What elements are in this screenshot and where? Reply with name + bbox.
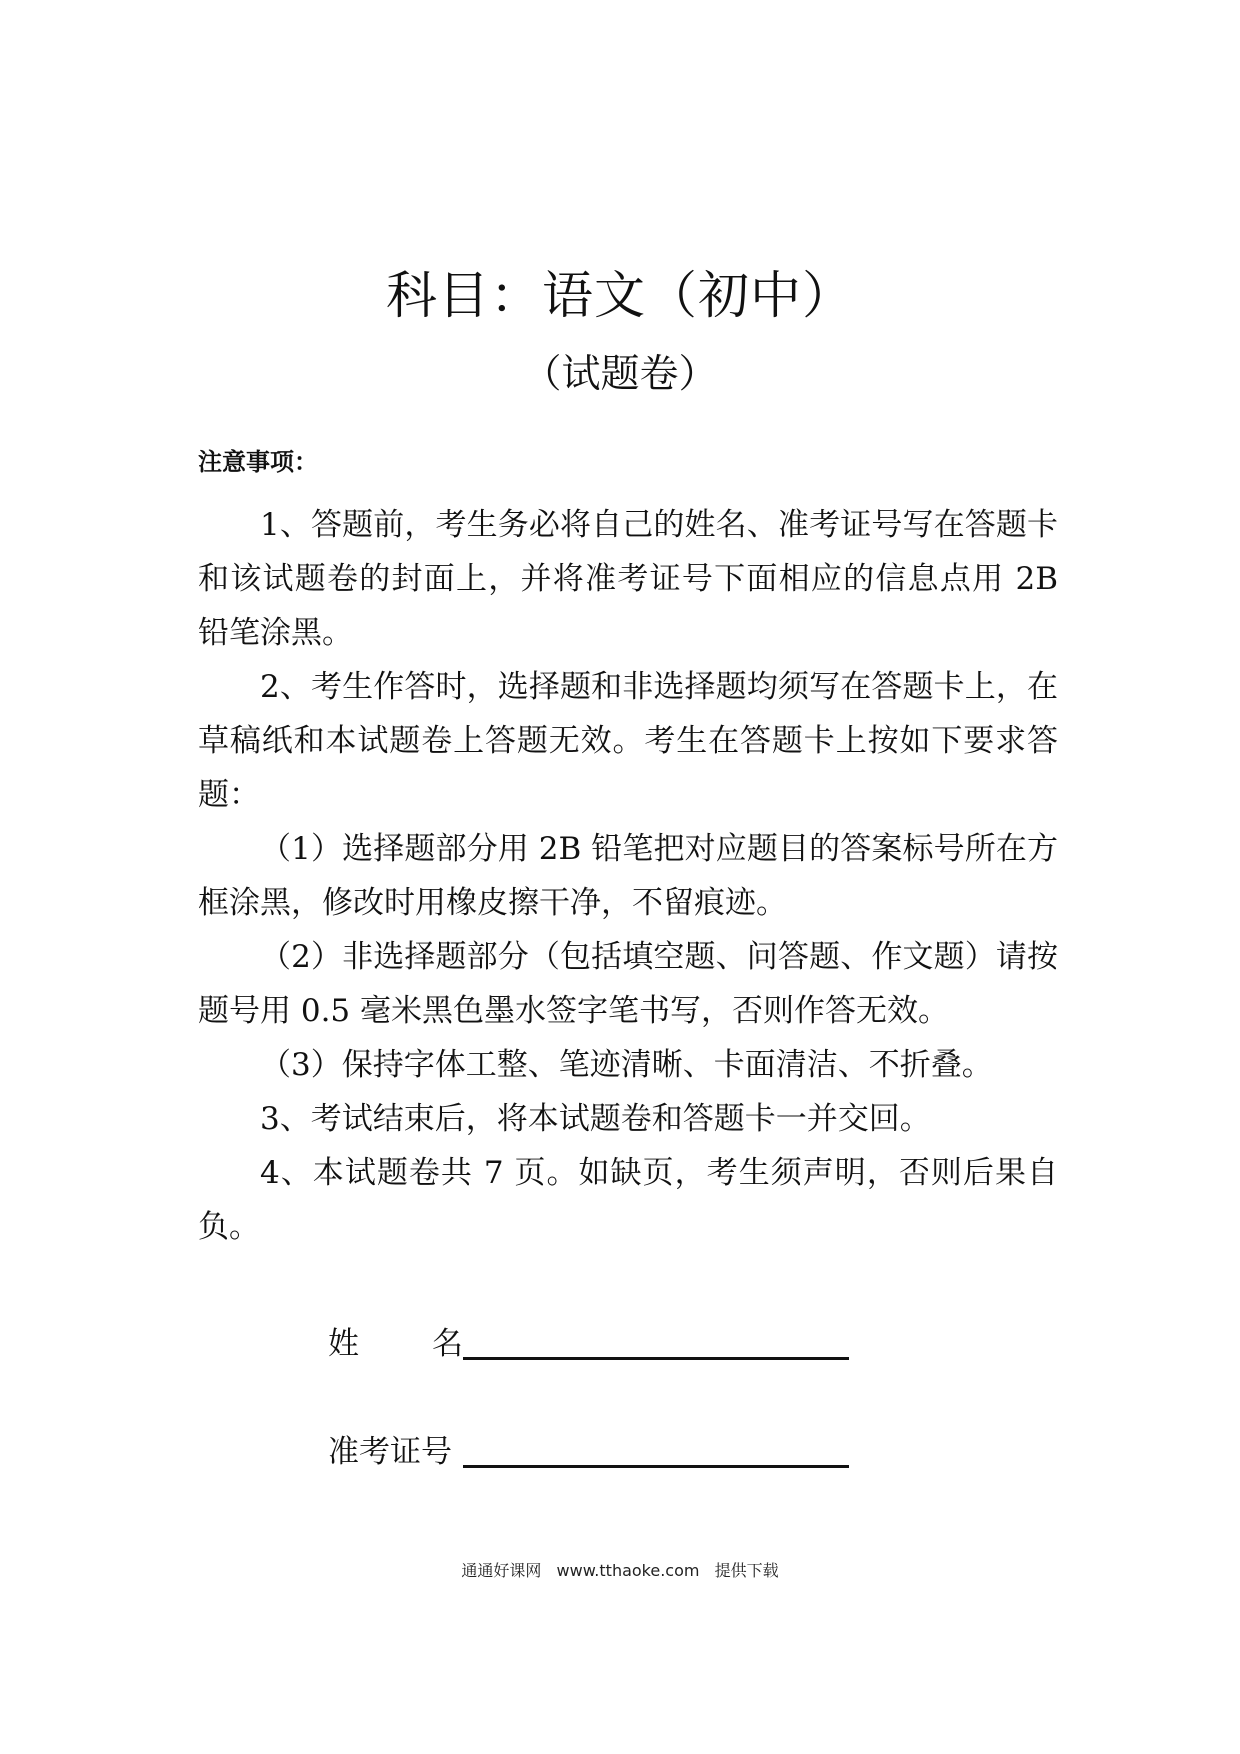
name-field-line[interactable]: [463, 1357, 849, 1360]
notice-item-4: 4、本试题卷共 7 页。如缺页，考生须声明，否则后果自负。: [198, 1155, 1058, 1245]
footer: [0, 1559, 1240, 1583]
page-subtitle: （试题卷）: [522, 352, 718, 397]
name-row: [328, 1310, 888, 1364]
footer-site-name: 通通好课网: [461, 1561, 542, 1580]
notice-list: [198, 498, 1058, 1254]
notice-heading: 注意事项：: [198, 448, 318, 476]
exam-id-row: [328, 1418, 888, 1472]
notice-item-3: 3、考试结束后，将本试题卷和答题卡一并交回。: [260, 1101, 931, 1137]
footer-suffix: 提供下载: [714, 1561, 779, 1580]
exam-id-label: [328, 1432, 463, 1472]
notice-item-2-2: （2）非选择题部分（包括填空题、问答题、作文题）请按题号用 0.5 毫米黑色墨水签字笔书写，否则作答无效。: [198, 939, 1058, 1029]
footer-url: www.tthaoke.com: [556, 1561, 700, 1580]
exam-id-field-line[interactable]: [463, 1465, 849, 1468]
notice-item-2-1: （1）选择题部分用 2B 铅笔把对应题目的答案标号所在方框涂黑，修改时用橡皮擦干净，不留痕迹。: [198, 831, 1058, 921]
exam-id-label-text: 准考证号: [328, 1434, 452, 1470]
notice-item-1: 1、答题前，考生务必将自己的姓名、准考证号写在答题卡和该试题卷的封面上，并将准考证号下面相应的信息点用 2B 铅笔涂黑。: [198, 507, 1058, 651]
name-label-char-2: 名: [432, 1326, 463, 1362]
page-title: 科目：语文（初中）: [385, 267, 854, 326]
notice-item-2-3: （3）保持字体工整、笔迹清晰、卡面清洁、不折叠。: [260, 1047, 993, 1083]
name-label-char-1: 姓: [328, 1326, 359, 1362]
notice-item-2: 2、考生作答时，选择题和非选择题均须写在答题卡上，在草稿纸和本试题卷上答题无效。考生在答题卡上按如下要求答题：: [198, 669, 1058, 813]
candidate-info-form: [328, 1310, 888, 1526]
name-label: [328, 1324, 463, 1364]
